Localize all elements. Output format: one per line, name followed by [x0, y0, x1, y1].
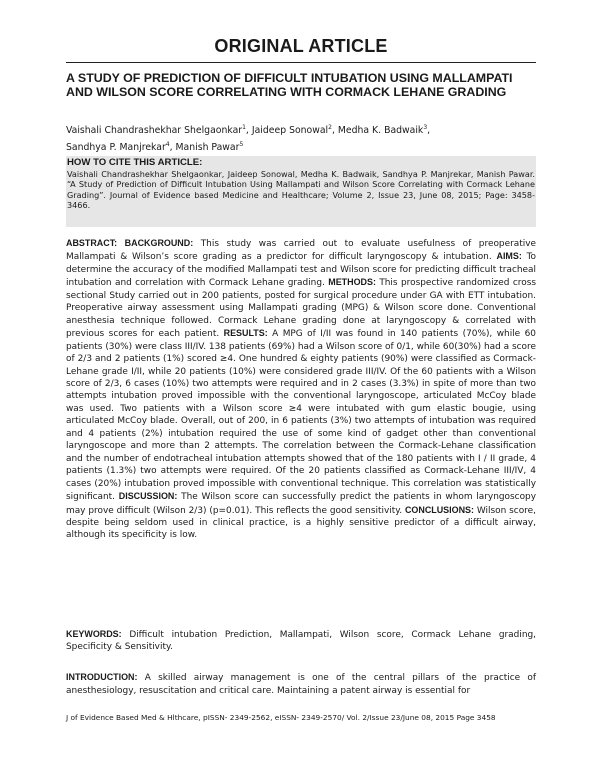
results-text: A MPG of I/II was found in 140 patients (70%), while 60 patients (30%) were class III/IV. 138 patients (69%) had a Wilson score of 0/1, while 60(30%) had a score of 2/3 and 2 patients (1%) scored ≥4. One hundred & eighty patients (90%) were classified as Cormack-Lehane grade I/II, while 20 patients (10%) were considered grade III/IV. Of the 60 patients with a Wilson score of 2/3, 6 cases (10%) two attempts were required and in 2 cases (3.3%) in spite of more than two attempts intubation proved impossible with the conventional laryngoscope, articulated McCoy blade was used. Two patients with a Wilson score ≥4 were intubated with gum elastic bougie, using articulated McCoy blade. Overall, out of 200, in 6 patients (3%) two attempts of intubation was required and 4 patients (2%) intubation required the use of some kind of gadget other than conventional laryngoscope and more than 2 attempts. The correlation between the Cormack-Lehane classification and the number of endotracheal intubation attempts showed that of the 180 patients with I / II grade, 4 patients (1.3%) two attempts were required. Of the 20 patients classified as Cormack-Lehane III/IV, 4 cases (20%) intubation proved impossible with conventional technique. This correlation was statistically significant.	[66, 329, 536, 503]
author-separator: ,	[331, 125, 338, 137]
abstract	[66, 237, 536, 542]
abstract-label: ABSTRACT:	[66, 238, 118, 248]
citation-heading: HOW TO CITE THIS ARTICLE:	[67, 157, 203, 168]
section-title: ORIGINAL ARTICLE	[214, 36, 388, 56]
introduction-text: A skilled airway management is one of the central pillars of the practice of anesthesiology, resuscitation and critical care. Maintaining a patent airway is essential for	[66, 673, 536, 697]
background-label: BACKGROUND:	[124, 238, 194, 248]
author-separator: ,	[427, 125, 431, 137]
author-affiliation: 4	[165, 141, 170, 149]
author-name: Medha K. Badwaik	[337, 125, 424, 137]
author-affiliation: 3	[423, 124, 428, 131]
author-separator: ,	[169, 142, 176, 154]
introduction	[66, 671, 536, 699]
author-name: Jaideep Sonowal	[251, 125, 329, 137]
author-name: Manish Pawar	[175, 142, 240, 154]
article-title: A STUDY OF PREDICTION OF DIFFICULT INTUBATION USING MALLAMPATI AND WILSON SCORE CORRELATING WITH CORMACK LEHANE GRADING	[66, 71, 513, 100]
page-footer: J of Evidence Based Med & Hlthcare, pISSN- 2349-2562, eISSN- 2349-2570/ Vol. 2/Issue 23/June 08, 2015 Page 3458	[66, 713, 496, 722]
keywords-label: KEYWORDS:	[66, 629, 122, 639]
introduction-label: INTRODUCTION:	[66, 672, 138, 682]
author-list	[66, 121, 536, 155]
aims-text: To determine the accuracy of the modified Mallampati test and Wilson score for predicting difficult tracheal intubation and correlation with Cormack Lehane grading.	[66, 252, 537, 289]
results-label: RESULTS:	[223, 328, 268, 339]
methods-label: METHODS:	[328, 277, 376, 288]
author-separator: ,	[245, 125, 252, 137]
conclusions-text: Wilson score, despite being seldom used in clinical practice, is a highly sensitive predictor of a difficult airway, although its specificity is low.	[66, 505, 536, 541]
author-affiliation: 2	[328, 124, 332, 131]
citation-text: Vaishali Chandrashekhar Shelgaonkar, Jaideep Sonowal, Medha K. Badwaik, Sandhya P. Manjrekar, Manish Pawar. “A Study of Prediction of Difficult Intubation Using Mallampati and Wilson Score Correlating with Cormack Lehane Grading”. Journal of Evidence based Medicine and Healthcare; Volume 2, Issue 23, June 08, 2015; Page: 3458-3466.	[67, 169, 535, 211]
title-rule	[66, 62, 536, 63]
author-affiliation: 1	[242, 124, 246, 131]
keywords-text: Difficult intubation Prediction, Mallampati, Wilson score, Cormack Lehane grading, Specificity & Sensitivity.	[66, 630, 536, 653]
aims-label: AIMS:	[496, 251, 522, 262]
author-name: Vaishali Chandrashekhar Shelgaonkar	[66, 125, 243, 137]
methods-text: This prospective randomized cross sectional Study carried out in 200 patients, posted for surgical procedure under GA with ETT intubation. Preoperative airway assessment using Mallampati grading (MPG) & Wilson score done. Conventional anesthesia technique followed. Cormack Lehane grading done at laryngoscopy & correlated with previous scores for each patient.	[66, 278, 537, 340]
discussion-label: DISCUSSION:	[118, 491, 178, 502]
author-name: Sandhya P. Manjrekar	[66, 142, 166, 154]
conclusions-label: CONCLUSIONS:	[404, 504, 474, 515]
discussion-text: The Wilson score can successfully predict the patients in whom laryngoscopy may prove difficult (Wilson 2/3) (p=0.01). This reflects the good sensitivity.	[66, 492, 537, 516]
background-text: This study was carried out to evaluate usefulness of preoperative Mallampati & Wilson’s score grading as a predictor for difficult laryngoscopy & intubation.	[66, 239, 537, 263]
keywords	[66, 628, 536, 654]
author-affiliation: 5	[239, 141, 244, 149]
